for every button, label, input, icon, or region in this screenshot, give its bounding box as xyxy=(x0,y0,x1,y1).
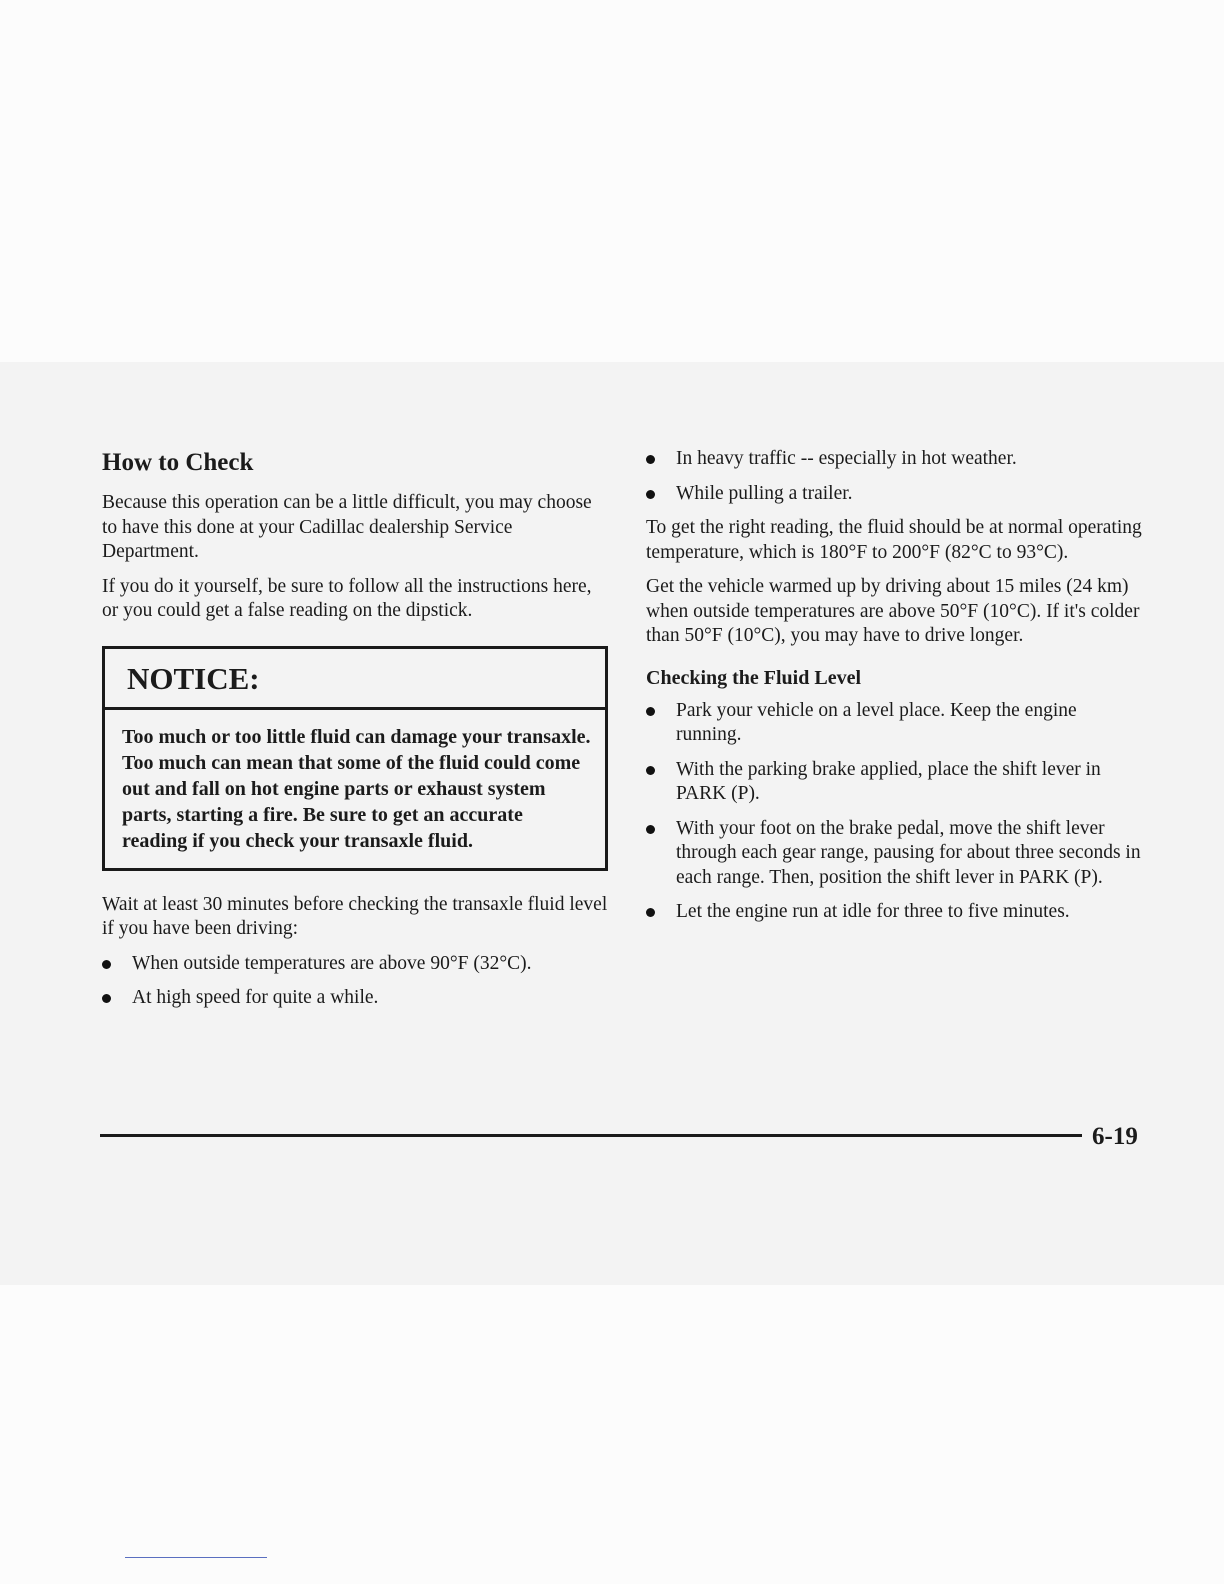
instructions-paragraph: If you do it yourself, be sure to follow all the instructions here, or you could get a false reading on the dipstick. xyxy=(102,575,592,621)
fluid-level-steps-list xyxy=(646,699,1146,925)
bullet-icon xyxy=(646,825,655,834)
driving-conditions-list xyxy=(102,952,608,1011)
wait-paragraph: Wait at least 30 minutes before checking the transaxle fluid level if you have been driving: xyxy=(102,893,608,939)
list-item xyxy=(646,900,1146,925)
right-column xyxy=(646,447,1146,935)
section-heading-how-to-check: How to Check xyxy=(102,449,254,476)
list-item-text: In heavy traffic -- especially in hot weather. xyxy=(676,448,1017,469)
bullet-icon xyxy=(102,994,111,1003)
list-item xyxy=(646,758,1146,807)
subheading-checking-fluid-level: Checking the Fluid Level xyxy=(646,666,862,689)
list-item-text: When outside temperatures are above 90°F (32°C). xyxy=(132,952,532,974)
notice-text: Too much or too little fluid can damage your transaxle. Too much can mean that some of the fluid could come out and fall on hot engine parts or exhaust system parts, starting a fire. Be sure to get an accurate reading if you check your transaxle fluid. xyxy=(122,725,591,852)
list-item-text: Let the engine run at idle for three to five minutes. xyxy=(676,901,1070,922)
notice-title: NOTICE: xyxy=(105,649,605,710)
list-item xyxy=(646,482,1146,507)
list-item xyxy=(646,447,1146,472)
list-item-text: While pulling a trailer. xyxy=(676,482,853,504)
bullet-icon xyxy=(646,455,655,464)
driving-conditions-list-continued xyxy=(646,447,1146,506)
list-item-text: With the parking brake applied, place the shift lever in PARK (P). xyxy=(676,758,1101,804)
notice-box xyxy=(102,646,608,871)
intro-paragraph: Because this operation can be a little difficult, you may choose to have this done at your Cadillac dealership Service Department. xyxy=(102,492,592,562)
list-item-text: Park your vehicle on a level place. Keep the engine running. xyxy=(676,699,1077,745)
page-number: 6-19 xyxy=(1092,1123,1138,1150)
bullet-icon xyxy=(646,707,655,716)
list-item xyxy=(102,986,608,1011)
footer-rule xyxy=(100,1134,1082,1137)
warm-up-paragraph: Get the vehicle warmed up by driving about 15 miles (24 km) when outside temperatures are above 50°F (10°C). If it's colder than 50°F (10°C), you may have to drive longer. xyxy=(646,576,1140,646)
bottom-underline-divider xyxy=(125,1557,267,1558)
bullet-icon xyxy=(102,960,111,969)
list-item xyxy=(102,952,608,977)
bullet-icon xyxy=(646,908,655,917)
list-item xyxy=(646,699,1146,748)
list-item-text: With your foot on the brake pedal, move the shift lever through each gear range, pausing for about three seconds in each range. Then, position the shift lever in PARK (P). xyxy=(676,817,1141,888)
bullet-icon xyxy=(646,490,655,499)
list-item-text: At high speed for quite a while. xyxy=(132,987,379,1008)
list-item xyxy=(646,817,1146,891)
left-column xyxy=(102,447,608,1021)
temperature-paragraph: To get the right reading, the fluid should be at normal operating temperature, which is 180°F to 200°F (82°C to 93°C). xyxy=(646,517,1142,563)
bullet-icon xyxy=(646,766,655,775)
